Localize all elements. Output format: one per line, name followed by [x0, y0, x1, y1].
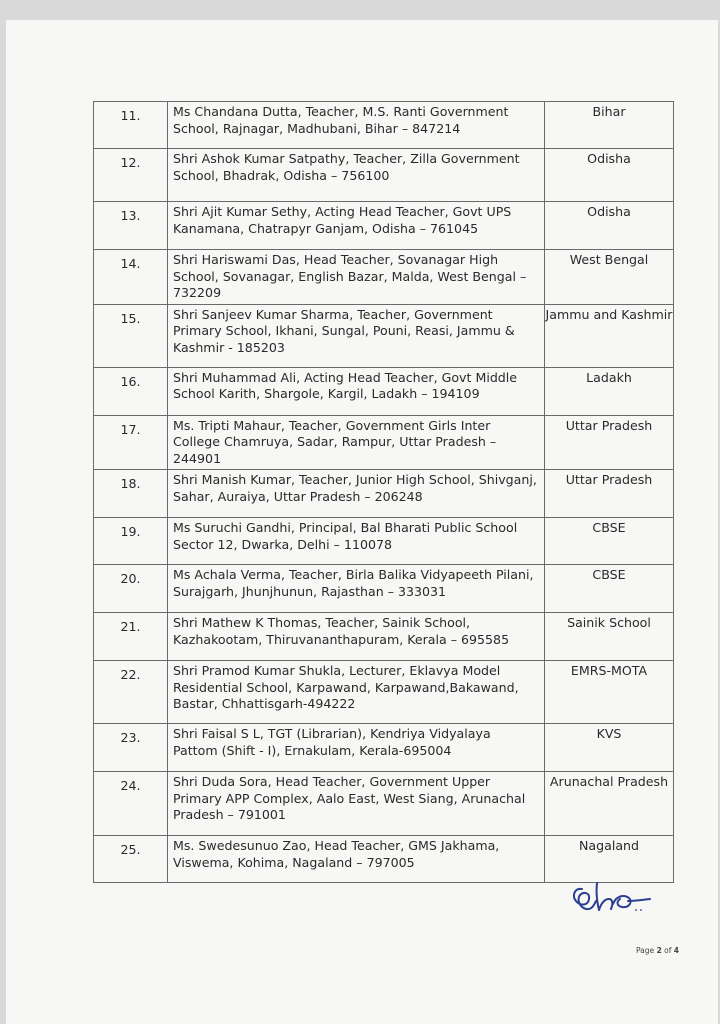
- serial-number: 23.: [94, 724, 168, 772]
- table-row: [94, 772, 674, 836]
- state-or-organisation: CBSE: [545, 518, 674, 565]
- serial-number: 15.: [94, 304, 168, 367]
- awardee-details: Shri Pramod Kumar Shukla, Lecturer, Eklavya Model Residential School, Karpawand, Karpawand,Bakawand, Bastar, Chhattisgarh-494222: [168, 661, 545, 724]
- state-or-organisation: Nagaland: [545, 836, 674, 883]
- state-or-organisation: West Bengal: [545, 250, 674, 305]
- awardee-details: Shri Ajit Kumar Sethy, Acting Head Teacher, Govt UPS Kanamana, Chatrapyr Ganjam, Odisha – 761045: [168, 202, 545, 250]
- state-or-organisation: EMRS-MOTA: [545, 661, 674, 724]
- state-or-organisation: KVS: [545, 724, 674, 772]
- awardee-details: Ms Chandana Dutta, Teacher, M.S. Ranti Government School, Rajnagar, Madhubani, Bihar – 847214: [168, 102, 545, 149]
- page-current: 2: [656, 946, 662, 955]
- awardee-details: Ms. Swedesunuo Zao, Head Teacher, GMS Jakhama, Viswema, Kohima, Nagaland – 797005: [168, 836, 545, 883]
- awardee-details: Shri Faisal S L, TGT (Librarian), Kendriya Vidyalaya Pattom (Shift - I), Ernakulam, Kerala-695004: [168, 724, 545, 772]
- awardee-details: Ms. Tripti Mahaur, Teacher, Government Girls Inter College Chamruya, Sadar, Rampur, Uttar Pradesh – 244901: [168, 415, 545, 470]
- awardee-details: Shri Mathew K Thomas, Teacher, Sainik School, Kazhakootam, Thiruvananthapuram, Kerala – 695585: [168, 613, 545, 661]
- serial-number: 24.: [94, 772, 168, 836]
- state-or-organisation: Ladakh: [545, 367, 674, 415]
- state-or-organisation: CBSE: [545, 565, 674, 613]
- state-or-organisation: Sainik School: [545, 613, 674, 661]
- awardee-details: Ms Achala Verma, Teacher, Birla Balika Vidyapeeth Pilani, Surajgarh, Jhunjhunun, Rajasthan – 333031: [168, 565, 545, 613]
- handwritten-signature: [566, 874, 656, 918]
- serial-number: 22.: [94, 661, 168, 724]
- table-row: [94, 304, 674, 367]
- state-or-organisation: Odisha: [545, 149, 674, 202]
- state-or-organisation: Uttar Pradesh: [545, 415, 674, 470]
- table-row: [94, 202, 674, 250]
- awardee-table: [93, 101, 674, 883]
- state-or-organisation: Jammu and Kashmir: [545, 304, 674, 367]
- serial-number: 25.: [94, 836, 168, 883]
- page-total: 4: [673, 946, 680, 955]
- page-of: of: [664, 946, 672, 955]
- serial-number: 17.: [94, 415, 168, 470]
- awardee-details: Shri Manish Kumar, Teacher, Junior High School, Shivganj, Sahar, Auraiya, Uttar Pradesh – 206248: [168, 470, 545, 518]
- table-row: [94, 149, 674, 202]
- awardee-details: Shri Muhammad Ali, Acting Head Teacher, Govt Middle School Karith, Shargole, Kargil, Ladakh – 194109: [168, 367, 545, 415]
- awardee-details: Shri Ashok Kumar Satpathy, Teacher, Zilla Government School, Bhadrak, Odisha – 756100: [168, 149, 545, 202]
- serial-number: 11.: [94, 102, 168, 149]
- table-row: [94, 470, 674, 518]
- awardee-details: Shri Duda Sora, Head Teacher, Government Upper Primary APP Complex, Aalo East, West Siang, Arunachal Pradesh – 791001: [168, 772, 545, 836]
- page-label: Page: [636, 946, 655, 955]
- serial-number: 16.: [94, 367, 168, 415]
- serial-number: 14.: [94, 250, 168, 305]
- state-or-organisation: Arunachal Pradesh: [545, 772, 674, 836]
- serial-number: 19.: [94, 518, 168, 565]
- state-or-organisation: Odisha: [545, 202, 674, 250]
- table-row: [94, 724, 674, 772]
- awardee-details: Shri Hariswami Das, Head Teacher, Sovanagar High School, Sovanagar, English Bazar, Malda, West Bengal – 732209: [168, 250, 545, 305]
- state-or-organisation: Bihar: [545, 102, 674, 149]
- awardee-table-body: [94, 102, 674, 883]
- table-row: [94, 250, 674, 305]
- page-number: [636, 946, 679, 955]
- table-row: [94, 661, 674, 724]
- serial-number: 21.: [94, 613, 168, 661]
- table-row: [94, 518, 674, 565]
- awardee-details: Shri Sanjeev Kumar Sharma, Teacher, Government Primary School, Ikhani, Sungal, Pouni, Reasi, Jammu & Kashmir - 185203: [168, 304, 545, 367]
- table-row: [94, 565, 674, 613]
- serial-number: 18.: [94, 470, 168, 518]
- table-row: [94, 613, 674, 661]
- table-row: [94, 102, 674, 149]
- serial-number: 13.: [94, 202, 168, 250]
- table-row: [94, 367, 674, 415]
- awardee-details: Ms Suruchi Gandhi, Principal, Bal Bharati Public School Sector 12, Dwarka, Delhi – 110078: [168, 518, 545, 565]
- state-or-organisation: Uttar Pradesh: [545, 470, 674, 518]
- table-row: [94, 415, 674, 470]
- serial-number: 20.: [94, 565, 168, 613]
- serial-number: 12.: [94, 149, 168, 202]
